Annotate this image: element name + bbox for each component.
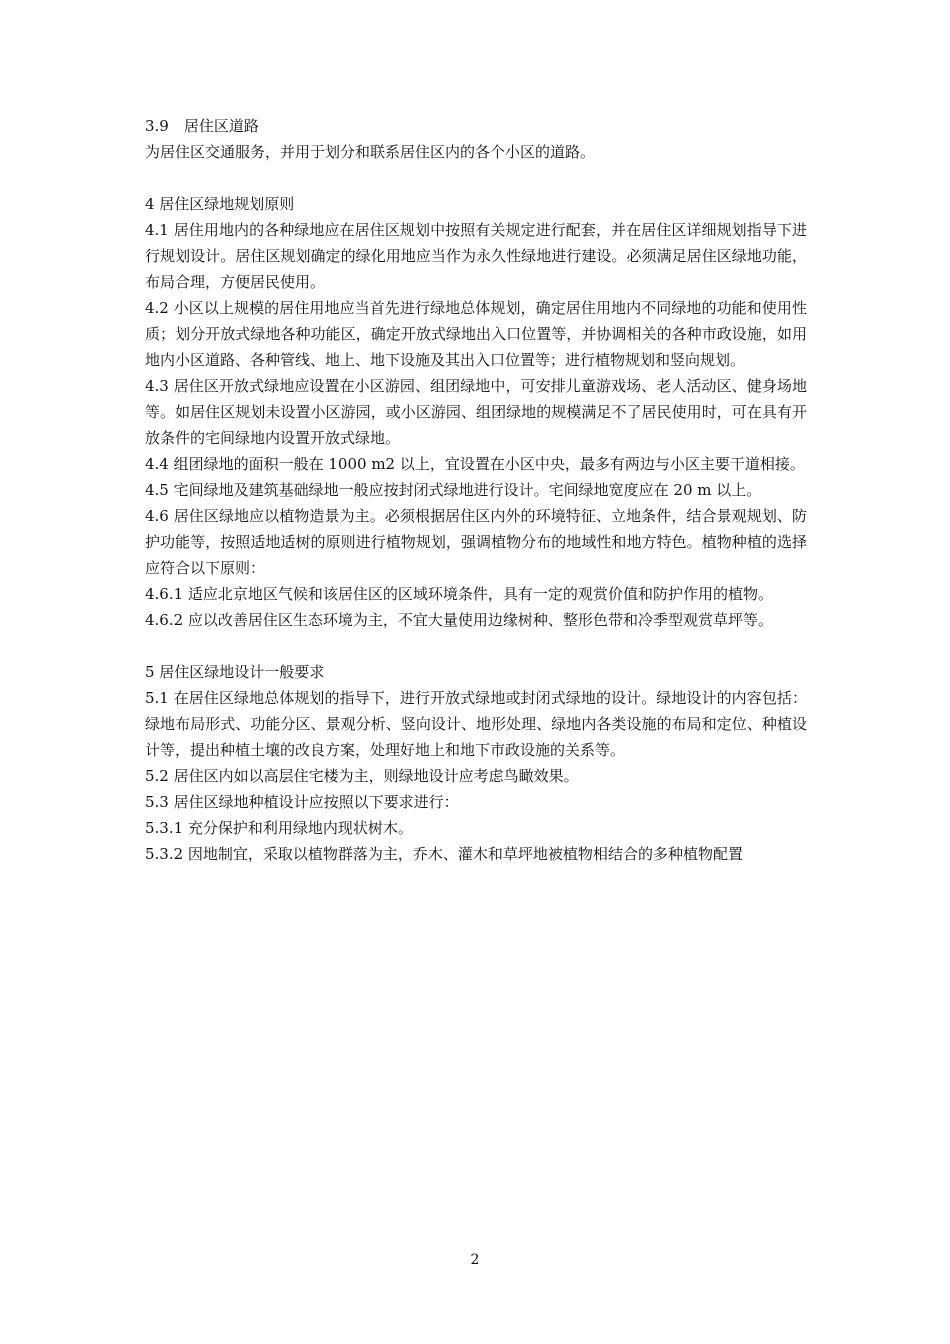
paragraph-5-2: 5.2 居住区内如以高层住宅楼为主，则绿地设计应考虑鸟瞰效果。 [145,767,579,785]
chapter-heading: 5 居住区绿地设计一般要求 [145,663,325,681]
paragraph-4-6: 4.6 居住区绿地应以植物造景为主。必须根据居住区内外的环境特征、立地条件，结合景观规划、防护功能等，按照适地适树的原则进行植物规划，强调植物分布的地域性和地方特色。植物种植的选择应符合以下原则： [145,507,807,577]
section-heading: 3.9 居住区道路 [145,117,259,135]
chapter-5 [145,659,807,867]
section-3-9 [145,113,807,165]
paragraph-4-6-2: 4.6.2 应以改善居住区生态环境为主，不宜大量使用边缘树种、整形色带和冷季型观赏草坪等。 [145,611,773,629]
paragraph-5-1: 5.1 在居住区绿地总体规划的指导下，进行开放式绿地或封闭式绿地的设计。绿地设计的内容包括：绿地布局形式、功能分区、景观分析、竖向设计、地形处理、绿地内各类设施的布局和定位、种植设计等，提出种植土壤的改良方案，处理好地上和地下市政设施的关系等。 [145,689,807,759]
paragraph-4-5: 4.5 宅间绿地及建筑基础绿地一般应按封闭式绿地进行设计。宅间绿地宽度应在 20 m 以上。 [145,481,762,499]
paragraph-4-6-1: 4.6.1 适应北京地区气候和该居住区的区域环境条件，具有一定的观赏价值和防护作用的植物。 [145,585,773,603]
paragraph-4-4: 4.4 组团绿地的面积一般在 1000 m2 以上，宜设置在小区中央，最多有两边与小区主要干道相接。 [145,455,805,473]
paragraph-4-2: 4.2 小区以上规模的居住用地应当首先进行绿地总体规划，确定居住用地内不同绿地的功能和使用性质；划分开放式绿地各种功能区，确定开放式绿地出入口位置等，并协调相关的各种市政设施，如用地内小区道路、各种管线、地上、地下设施及其出入口位置等；进行植物规划和竖向规划。 [145,299,807,369]
document-page [145,113,807,867]
chapter-4 [145,191,807,633]
section-text: 为居住区交通服务，并用于划分和联系居住区内的各个小区的道路。 [145,143,596,161]
paragraph-5-3: 5.3 居住区绿地种植设计应按照以下要求进行： [145,793,459,811]
paragraph-4-1: 4.1 居住用地内的各种绿地应在居住区规划中按照有关规定进行配套，并在居住区详细规划指导下进行规划设计。居住区规划确定的绿化用地应当作为永久性绿地进行建设。必须满足居住区绿地功能，布局合理，方便居民使用。 [145,221,807,291]
paragraph-4-3: 4.3 居住区开放式绿地应设置在小区游园、组团绿地中，可安排儿童游戏场、老人活动区、健身场地等。如居住区规划未设置小区游园，或小区游园、组团绿地的规模满足不了居民使用时，可在具有开放条件的宅间绿地内设置开放式绿地。 [145,377,807,447]
page-number: 2 [470,1252,480,1268]
chapter-heading: 4 居住区绿地规划原则 [145,195,295,213]
paragraph-5-3-1: 5.3.1 充分保护和利用绿地内现状树木。 [145,819,413,837]
paragraph-5-3-2: 5.3.2 因地制宜，采取以植物群落为主，乔木、灌木和草坪地被植物相结合的多种植物配置 [145,845,743,863]
